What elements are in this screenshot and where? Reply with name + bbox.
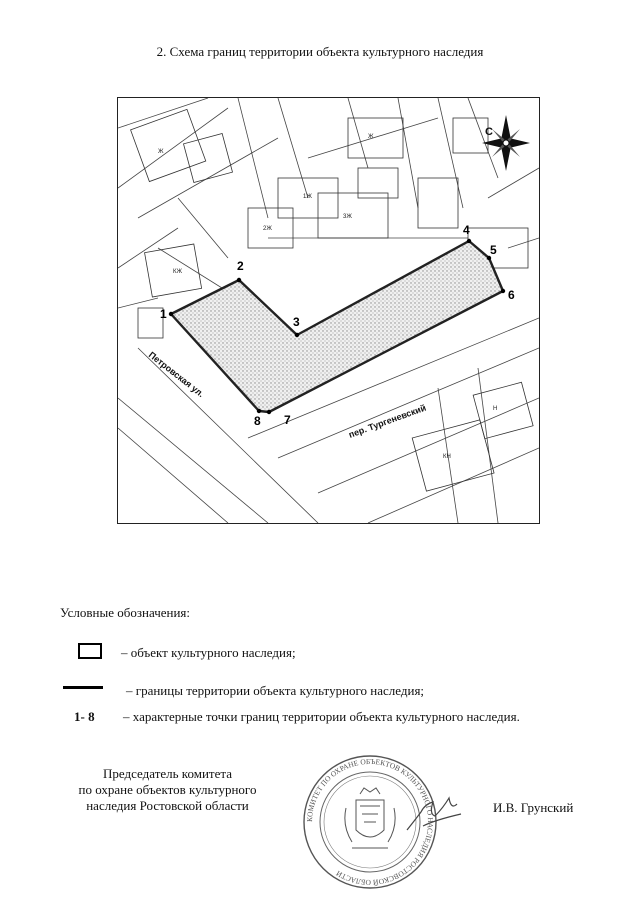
- signer-name: И.В. Грунский: [493, 800, 574, 815]
- point-label-2: 2: [237, 259, 244, 273]
- legend-points-range: 1- 8: [74, 709, 95, 724]
- building-label: КН: [443, 454, 451, 460]
- building-label: КЖ: [173, 269, 183, 275]
- point-label-3: 3: [293, 315, 300, 329]
- point-label-1: 1: [160, 307, 167, 321]
- position-line-1: Председатель комитета: [103, 766, 232, 781]
- legend-item-boundary: – границы территории объекта культурного наследия;: [126, 683, 425, 698]
- point-label-5: 5: [490, 243, 497, 257]
- building-label: Ж: [158, 149, 164, 155]
- legend-heritage-box: [78, 643, 102, 659]
- legend-item-heritage: – объект культурного наследия;: [121, 645, 296, 660]
- building-label: Н: [493, 406, 498, 412]
- building-label: Ж: [368, 134, 374, 140]
- handwritten-signature: [405, 790, 465, 840]
- seal-text: КОМИТЕТ ПО ОХРАНЕ ОБЪЕКТОВ КУЛЬТУРНОГО НАСЛЕДИЯ РОСТОВСКОЙ ОБЛАСТИ: [304, 756, 436, 888]
- street-label-turgenevsky: пер. Тургеневский: [347, 402, 428, 440]
- north-arrow-icon: [482, 115, 530, 171]
- territory-boundary: [171, 241, 503, 412]
- legend-heading: Условные обозначения:: [60, 605, 191, 620]
- point-label-4: 4: [463, 223, 470, 237]
- legend-item-points: – характерные точки границ территории объекта культурного наследия.: [123, 709, 520, 724]
- building-label: 2Ж: [263, 226, 272, 232]
- legend-boundary-line: [63, 686, 103, 689]
- north-label: С: [485, 126, 493, 138]
- page-title: 2. Схема границ территории объекта культурного наследия: [156, 44, 484, 59]
- boundary-map: [117, 97, 540, 524]
- position-line-3: наследия Ростовской области: [86, 798, 249, 813]
- street-label-petrovskaya: Петровская ул.: [146, 349, 207, 400]
- point-label-6: 6: [508, 288, 515, 302]
- building-label: 3Ж: [343, 214, 352, 220]
- position-line-2: по охране объектов культурного: [78, 782, 257, 797]
- building-label: 1Ж: [303, 194, 312, 200]
- coat-of-arms-icon: [345, 788, 395, 848]
- map-svg: [118, 98, 539, 523]
- signature-position: [60, 766, 275, 814]
- point-label-7: 7: [284, 413, 291, 427]
- point-label-8: 8: [254, 414, 261, 428]
